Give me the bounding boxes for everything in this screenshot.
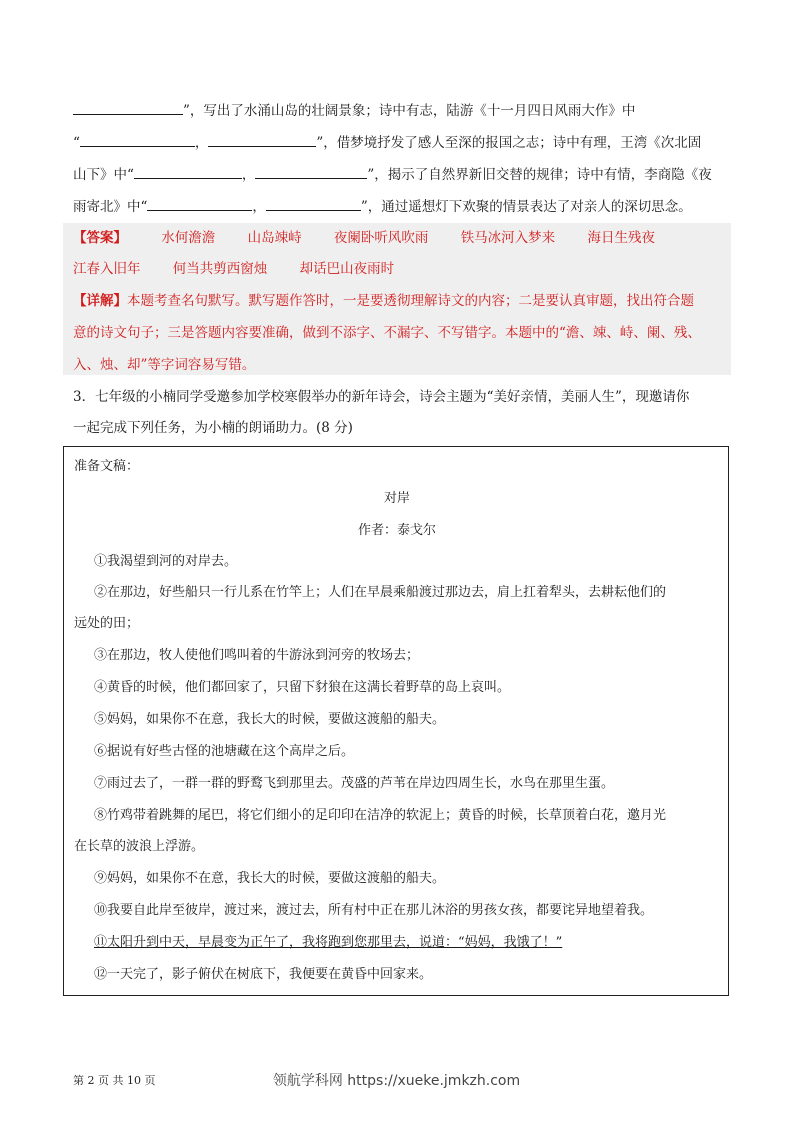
detail-text: 本题考查名句默写。默写题作答时，一是要透彻理解诗文的内容；二是要认真审题，找出符合题 xyxy=(127,293,694,309)
paragraph-6: ⑥据说有好些古怪的池塘藏在这个高岸之后。 xyxy=(94,744,355,759)
paragraph-12: ⑫一天完了，影子俯伏在树底下，我便要在黄昏中回家来。 xyxy=(94,967,433,982)
poem-title: 对岸 xyxy=(383,491,410,506)
paragraph-4: ④黄昏的时候，他们都回家了，只留下豺狼在这满长着野草的岛上哀叫。 xyxy=(94,680,511,695)
answer-blank xyxy=(266,196,361,211)
line-text: ， xyxy=(194,135,209,151)
paragraph-2-cont: 远处的田； xyxy=(74,616,140,631)
answer-line-1 xyxy=(73,228,683,248)
line-text: ， xyxy=(241,167,256,183)
question-line-1: 3．七年级的小楠同学受邀参加学校寒假举办的新年诗会，诗会主题为“美好亲情，美丽人生”，现邀请你 xyxy=(73,389,690,405)
paragraph-8: ⑧竹鸡带着跳舞的尾巴，将它们细小的足印印在洁净的软泥上；黄昏的时候，长草顶着白花，邀月光 xyxy=(94,808,667,823)
paragraph-11: ⑪太阳升到中天，早晨变为正午了，我将跑到您那里去，说道：“妈妈，我饿了！” xyxy=(94,935,563,950)
answer-item: 江春入旧年 xyxy=(73,261,141,277)
page-number: 第 2 页 共 10 页 xyxy=(73,1074,156,1087)
line-text: 雨寄北》中“ xyxy=(73,199,148,215)
answer-blank xyxy=(255,164,367,179)
answer-item: 夜阑卧听风吹雨 xyxy=(333,230,429,246)
line-text: ”，借梦境抒发了感人至深的报国之志；诗中有理，王湾《次北固 xyxy=(316,135,702,151)
paragraph-1: ①我渴望到河的对岸去。 xyxy=(94,554,238,569)
fill-line-3 xyxy=(73,164,712,185)
answer-item: 水何澹澹 xyxy=(161,230,216,246)
detail-label: 【详解】 xyxy=(73,293,127,309)
detail-line-3: 入、烛、却”等字词容易写错。 xyxy=(73,357,256,373)
paragraph-10: ⑩我要自此岸至彼岸，渡过来，渡过去，所有村中正在那儿沐浴的男孩女孩，都要诧异地望着我。 xyxy=(94,903,654,918)
manuscript-heading: 准备文稿： xyxy=(74,459,140,474)
fill-line-1 xyxy=(73,100,635,121)
detail-line-1 xyxy=(73,291,694,311)
line-text: ”，写出了水涌山岛的壮阔景象；诗中有志，陆游《十一月四日风雨大作》中 xyxy=(183,103,636,119)
answer-blank xyxy=(208,132,316,147)
answer-blank xyxy=(147,196,252,211)
answer-blank xyxy=(134,164,242,179)
answer-label: 【答案】 xyxy=(73,230,127,246)
line-text: ， xyxy=(252,199,266,215)
answer-item: 海日生残夜 xyxy=(587,230,655,246)
answer-item: 何当共剪西窗烛 xyxy=(172,261,268,277)
line-text: “ xyxy=(73,135,80,151)
detail-line-2: 意的诗文句子；三是答题内容要准确，做到不添字、不漏字、不写错字。本题中的“澹、竦、峙、阑、残、 xyxy=(73,325,701,341)
question-line-2: 一起完成下列任务，为小楠的朗诵助力。(8 分) xyxy=(73,420,353,436)
answer-item: 铁马冰河入梦来 xyxy=(460,230,556,246)
fill-line-4 xyxy=(73,196,692,217)
answer-item: 山岛竦峙 xyxy=(247,230,302,246)
answer-item: 却话巴山夜雨时 xyxy=(299,261,395,277)
paragraph-8-cont: 在长草的波浪上浮游。 xyxy=(74,839,205,854)
answer-line-2 xyxy=(73,259,422,279)
poem-author: 作者：泰戈尔 xyxy=(357,523,436,538)
manuscript-box xyxy=(63,446,729,996)
fill-line-2 xyxy=(73,132,701,153)
answer-blank xyxy=(80,132,195,147)
paragraph-7: ⑦雨过去了，一群一群的野鹜飞到那里去。茂盛的芦苇在岸边四周生长，水鸟在那里生蛋。 xyxy=(94,776,615,791)
answer-blank xyxy=(73,100,183,115)
line-text: ”，揭示了自然界新旧交替的规律；诗中有情，李商隐《夜 xyxy=(367,167,712,183)
line-text: ”，通过遥想灯下欢聚的情景表达了对亲人的深切思念。 xyxy=(360,199,692,215)
paragraph-9: ⑨妈妈，如果你不在意，我长大的时候，要做这渡船的船夫。 xyxy=(94,871,446,886)
paragraph-2: ②在那边，好些船只一行儿系在竹竿上；人们在早晨乘船渡过那边去，肩上扛着犁头，去耕耘他们的 xyxy=(94,585,667,600)
site-watermark: 领航学科网 https://xueke.jmkzh.com xyxy=(272,1073,521,1089)
line-text: 山下》中“ xyxy=(73,167,134,183)
paragraph-3: ③在那边，牧人使他们鸣叫着的牛游泳到河旁的牧场去； xyxy=(94,648,420,663)
paragraph-5: ⑤妈妈，如果你不在意，我长大的时候，要做这渡船的船夫。 xyxy=(94,712,446,727)
